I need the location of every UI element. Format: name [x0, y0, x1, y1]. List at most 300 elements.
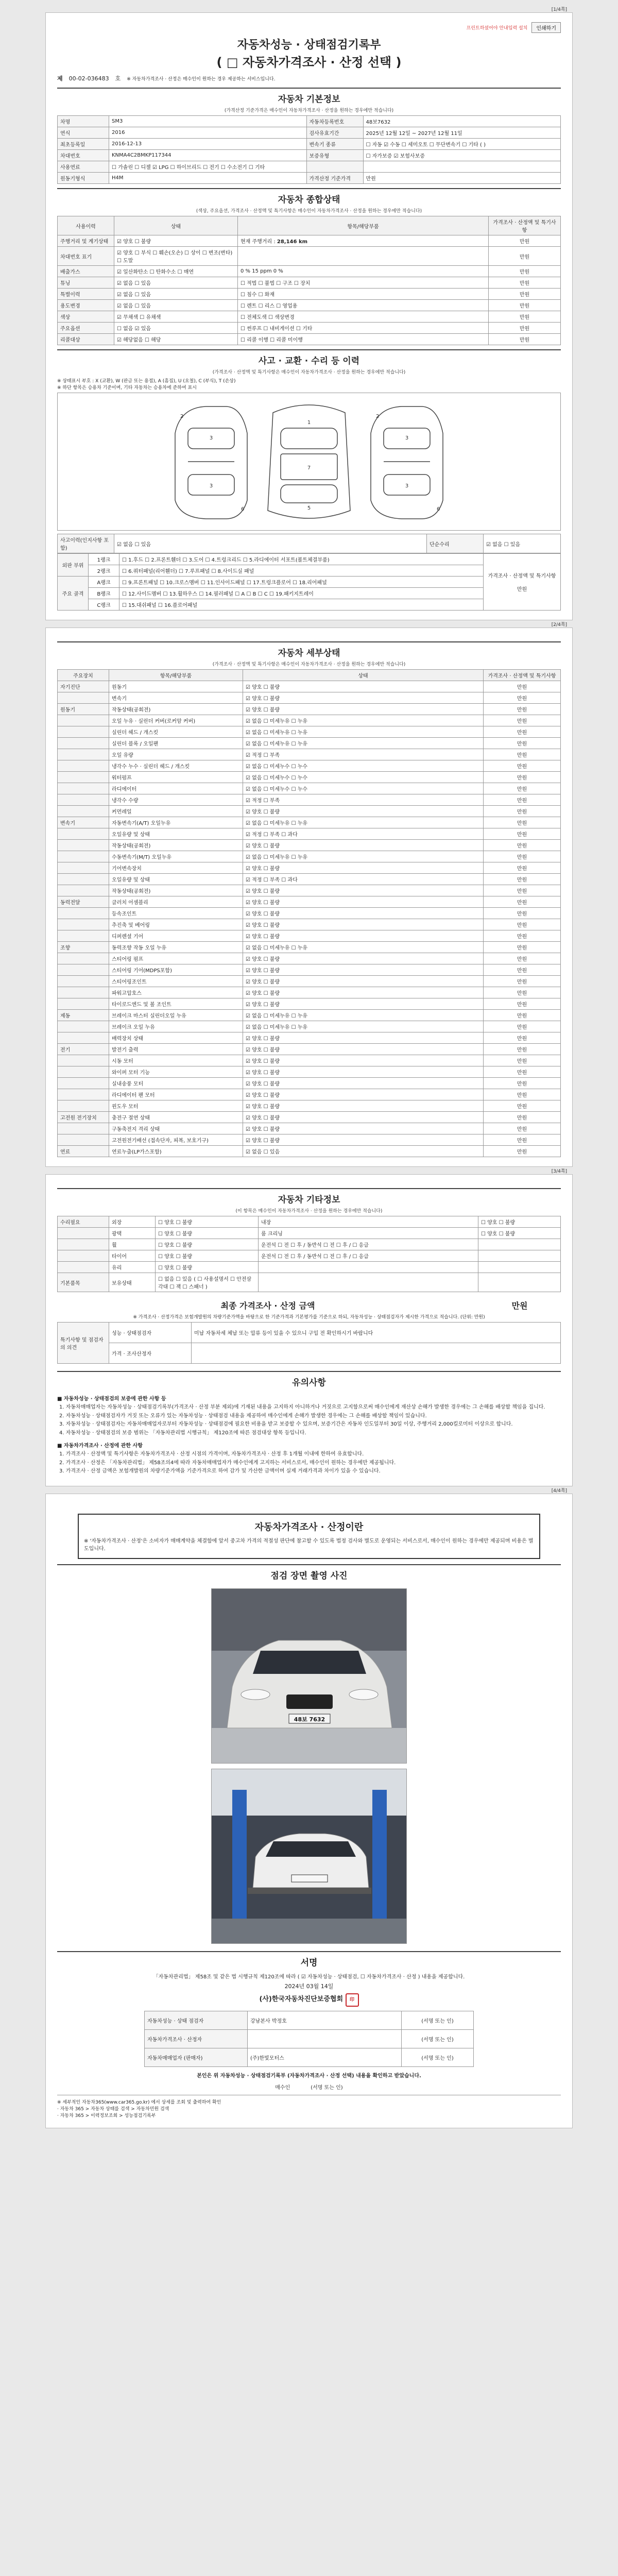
etc-cell: ☐ 양호 ☐ 불량 — [478, 1228, 561, 1239]
rankB-label: B랭크 — [89, 588, 119, 599]
etc-cell — [58, 1250, 109, 1262]
doc-no-value: 00-02-036483 — [68, 75, 109, 82]
detail-part: 냉각수 누수 · 실린더 헤드 / 개스킷 — [109, 760, 243, 772]
basic-info-title: 자동차 기본정보 — [57, 88, 561, 107]
detail-row — [58, 851, 561, 862]
detail-row — [58, 1032, 561, 1044]
detail-part: 라디에이터 — [109, 783, 243, 794]
basic-label: 보증유형 — [306, 150, 363, 161]
detail-price: 만원 — [484, 1100, 561, 1112]
overall-note: (색상, 주요옵션, 가격조사 · 산정액 및 특기사항은 매수인이 자동차가격조사 · 산정을 원하는 경우에만 적습니다) — [196, 209, 422, 214]
signature-row — [145, 2011, 474, 2029]
photo-title: 점검 장면 촬영 사진 — [57, 1564, 561, 1583]
svg-text:2: 2 — [180, 414, 184, 419]
etc-title: 자동차 기타정보 — [57, 1188, 561, 1207]
mileage-label: 현재 주행거리 — [241, 239, 272, 245]
detail-state: ☑ 양호 ☐ 불량 — [243, 862, 484, 874]
detail-part: 오일 유량 — [109, 749, 243, 760]
page-number: [1/4쪽] — [551, 7, 567, 12]
etc-cell: ☐ 양호 ☐ 불량 — [156, 1262, 259, 1273]
detail-device — [58, 760, 109, 772]
detail-device: 동력전달 — [58, 896, 109, 908]
detail-row — [58, 1055, 561, 1066]
detail-row — [58, 862, 561, 874]
print-button[interactable]: 인쇄하기 — [531, 22, 561, 33]
detail-row — [58, 715, 561, 726]
detail-price: 만원 — [484, 953, 561, 964]
etc-note: (이 항목은 매수인이 자동차가격조사 · 산정을 원하는 경우에만 적습니다) — [235, 1209, 383, 1214]
overall-parts: ☐ 전체도색 ☐ 색상변경 — [238, 311, 489, 323]
overall-row — [58, 300, 561, 311]
detail-price: 만원 — [484, 704, 561, 715]
detail-price: 만원 — [484, 726, 561, 738]
overall-row — [58, 334, 561, 345]
mileage-row — [58, 235, 561, 247]
detail-price: 만원 — [484, 998, 561, 1010]
special-sub1: 성능 · 상태점검자 — [109, 1323, 192, 1343]
detail-price: 만원 — [484, 1055, 561, 1066]
basic-label: 최초등록일 — [58, 139, 109, 150]
detail-table — [57, 669, 561, 1157]
detail-state: ☑ 없음 ☐ 미세누유 ☐ 누유 — [243, 715, 484, 726]
detail-row — [58, 1044, 561, 1055]
overall-price: 만원 — [489, 266, 561, 277]
signer-name — [248, 2029, 402, 2048]
detail-row — [58, 1146, 561, 1157]
detail-device — [58, 794, 109, 806]
detail-state: ☑ 적정 ☐ 부족 — [243, 749, 484, 760]
etc-cell — [478, 1273, 561, 1292]
overall-state: ☑ 없음 ☐ 있음 — [114, 277, 238, 289]
etc-cell — [58, 1239, 109, 1250]
plate-text: 48보 7632 — [294, 1716, 325, 1723]
detail-part: 디퍼렌셜 기어 — [109, 930, 243, 942]
detail-device — [58, 998, 109, 1010]
detail-device — [58, 862, 109, 874]
detail-state: ☑ 없음 ☐ 미세누유 ☐ 누유 — [243, 726, 484, 738]
detail-price: 만원 — [484, 919, 561, 930]
lift-car-photo — [211, 1769, 407, 1944]
detail-price: 만원 — [484, 896, 561, 908]
basic-info-table — [57, 115, 561, 184]
basic-label: 자동차등록번호 — [306, 116, 363, 127]
price-info-box — [78, 1514, 540, 1559]
detail-row — [58, 908, 561, 919]
overall-row — [58, 323, 561, 334]
accident-title: 사고 · 교환 · 수리 등 이력 — [57, 349, 561, 368]
detail-price: 만원 — [484, 885, 561, 896]
svg-text:6: 6 — [437, 506, 440, 512]
special-sub2: 가격 · 조사산정자 — [109, 1343, 192, 1364]
detail-part: 실내송풍 모터 — [109, 1078, 243, 1089]
overall-item: 특별이력 — [58, 289, 114, 300]
overall-state: ☑ 해당없음 ☐ 해당 — [114, 334, 238, 345]
detail-head-cell: 상태 — [243, 670, 484, 681]
detail-state: ☑ 없음 ☐ 있음 — [243, 1146, 484, 1157]
detail-state: ☑ 양호 ☐ 불량 — [243, 896, 484, 908]
etc-row — [58, 1228, 561, 1239]
detail-device — [58, 772, 109, 783]
overall-row — [58, 247, 561, 266]
basic-row — [58, 139, 561, 150]
detail-price: 만원 — [484, 738, 561, 749]
detail-state: ☑ 없음 ☐ 미세누수 ☐ 누수 — [243, 783, 484, 794]
detail-device — [58, 783, 109, 794]
etc-cell: ☐ 양호 ☐ 불량 — [478, 1216, 561, 1228]
detail-row — [58, 1123, 561, 1134]
sign-date: 2024년 03월 14일 — [284, 1982, 334, 1990]
basic-value: 만원 — [363, 173, 561, 184]
signer-sign: (서명 또는 인) — [402, 2011, 474, 2029]
footer-2: · 자동차 365 > 자동차 상태를 검색 > 자동차민원 검색 — [57, 2106, 169, 2112]
etc-table — [57, 1216, 561, 1292]
etc-cell: 유리 — [109, 1262, 156, 1273]
signature-row — [145, 2029, 474, 2048]
basic-label: 사용연료 — [58, 161, 109, 173]
detail-device — [58, 1021, 109, 1032]
detail-price: 만원 — [484, 1089, 561, 1100]
detail-part: 작동상태(공회전) — [109, 704, 243, 715]
detail-row — [58, 692, 561, 704]
rank-price-val: 만원 — [517, 587, 527, 592]
overall-parts: 0 % 15 ppm 0 % — [238, 266, 489, 277]
mileage-label-cell: 주행거리 및 계기상태 — [58, 235, 114, 247]
detail-price: 만원 — [484, 760, 561, 772]
signer-name: (주)한빛모터스 — [248, 2048, 402, 2066]
signer-role: 자동차성능 · 상태 점검자 — [145, 2011, 248, 2029]
detail-device — [58, 851, 109, 862]
svg-text:5: 5 — [307, 505, 311, 511]
etc-cell — [58, 1262, 109, 1273]
basic-row — [58, 161, 561, 173]
detail-device — [58, 874, 109, 885]
detail-part: 라디에이터 팬 모터 — [109, 1089, 243, 1100]
detail-price: 만원 — [484, 1021, 561, 1032]
detail-device — [58, 1134, 109, 1146]
mileage-value-cell: 현재 주행거리 : 28,146 km — [238, 235, 489, 247]
detail-state: ☑ 양호 ☐ 불량 — [243, 1055, 484, 1066]
detail-price: 만원 — [484, 692, 561, 704]
detail-device — [58, 749, 109, 760]
detail-price: 만원 — [484, 715, 561, 726]
buyer-label: 매수인 — [275, 2084, 290, 2091]
final-title: 최종 가격조사 · 산정 금액 — [220, 1301, 315, 1311]
detail-device — [58, 738, 109, 749]
caution-notes — [57, 1394, 561, 1476]
detail-row — [58, 704, 561, 715]
detail-part: 작동상태(공회전) — [109, 840, 243, 851]
detail-part: 와이퍼 모터 기능 — [109, 1066, 243, 1078]
detail-row — [58, 783, 561, 794]
detail-part: 실린더 블록 / 오일팬 — [109, 738, 243, 749]
signer-name: 강남본사 박정호 — [248, 2011, 402, 2029]
detail-row — [58, 840, 561, 851]
detail-device — [58, 1066, 109, 1078]
org-seal-icon: 印 — [346, 1993, 359, 2007]
page-2 — [45, 622, 573, 1167]
detail-state: ☑ 적정 ☐ 부족 — [243, 794, 484, 806]
doc-no-label: 제 — [57, 75, 63, 82]
overall-parts: ☐ 적법 ☐ 불법 ☐ 구조 ☐ 장치 — [238, 277, 489, 289]
caution-p5: 1. 가격조사 · 산정액 및 특기사항은 자동차가격조사 · 산정 시점의 가격이며, 자동차가격조사 · 산정 후 1개월 이내에 한하여 유효합니다. — [59, 1451, 364, 1457]
overall-item: 주요옵션 — [58, 323, 114, 334]
svg-text:6: 6 — [241, 506, 245, 512]
special-text: 미납 자동차세 체납 또는 압류 등이 있을 수 있으니 구입 전 확인하시기 바랍니다 — [192, 1323, 561, 1343]
detail-price: 만원 — [484, 964, 561, 976]
install-notice-link[interactable]: 프린트하셨어야 안내입력 설치 — [466, 26, 528, 31]
page-3 — [45, 1169, 573, 1486]
car-lift-image — [212, 1769, 407, 1944]
basic-value: 2016 — [109, 127, 307, 139]
detail-row — [58, 976, 561, 987]
etc-cell: ☐ 양호 ☐ 불량 — [156, 1228, 259, 1239]
mileage-state: ☑ 양호 ☐ 불량 — [114, 235, 238, 247]
overall-price: 만원 — [489, 311, 561, 323]
basic-row — [58, 127, 561, 139]
detail-part: 타이로드엔드 및 볼 조인트 — [109, 998, 243, 1010]
page-number: [4/4쪽] — [551, 1488, 567, 1494]
detail-price: 만원 — [484, 987, 561, 998]
mileage-price: 만원 — [489, 235, 561, 247]
etc-cell: 기본품목 — [58, 1273, 109, 1292]
detail-part: 기어변속장치 — [109, 862, 243, 874]
detail-device: 조향 — [58, 942, 109, 953]
detail-state: ☑ 양호 ☐ 불량 — [243, 1089, 484, 1100]
detail-part: 실린더 헤드 / 개스킷 — [109, 726, 243, 738]
footer-3: · 자동차 365 > 이력정보조회 > 성능점검기록부 — [57, 2113, 156, 2119]
caution-p3: 3. 자동차성능 · 상태점검자는 자동차매매업자로부터 자동차성능 · 상태점검에 필요한 비용을 받고 보증할 수 있으며, 보증기간은 자동차 인도일부터 30일 이상, 주행거리 2,000킬로미터 이상으로 합니다. — [59, 1421, 513, 1427]
svg-text:2: 2 — [376, 414, 380, 419]
detail-part: 변속기 — [109, 692, 243, 704]
detail-price: 만원 — [484, 1134, 561, 1146]
page-1 — [45, 7, 573, 620]
overall-parts: ☐ 침수 ☐ 화재 — [238, 289, 489, 300]
detail-price: 만원 — [484, 749, 561, 760]
detail-row — [58, 726, 561, 738]
rankA-items: ☐ 9.프론트패널 ☐ 10.크로스멤버 ☐ 11.인사이드패널 ☐ 17.트렁크플로어 ☐ 18.리어패널 — [119, 577, 484, 588]
detail-part: 오일유량 및 상태 — [109, 828, 243, 840]
detail-price: 만원 — [484, 862, 561, 874]
detail-price: 만원 — [484, 1146, 561, 1157]
basic-row — [58, 150, 561, 161]
overall-state: ☑ 일산화탄소 ☐ 탄화수소 ☐ 매연 — [114, 266, 238, 277]
detail-part: 브레이크 오일 누유 — [109, 1021, 243, 1032]
outer-label: 외판 부위 — [58, 554, 89, 577]
detail-part: 윈도우 모터 — [109, 1100, 243, 1112]
detail-part: 파워고압호스 — [109, 987, 243, 998]
overall-item: 색상 — [58, 311, 114, 323]
detail-state: ☑ 양호 ☐ 불량 — [243, 1078, 484, 1089]
detail-row — [58, 681, 561, 692]
page-4 — [45, 1488, 573, 2128]
etc-cell: 광택 — [109, 1228, 156, 1239]
detail-state: ☑ 없음 ☐ 미세누수 ☐ 누수 — [243, 772, 484, 783]
overall-price: 만원 — [489, 277, 561, 289]
detail-state: ☑ 없음 ☐ 미세누유 ☐ 누유 — [243, 1021, 484, 1032]
detail-row — [58, 772, 561, 783]
detail-row — [58, 1021, 561, 1032]
front-car-photo — [211, 1588, 407, 1764]
car-front-image — [212, 1589, 407, 1764]
etc-row — [58, 1216, 561, 1228]
basic-label: 연식 — [58, 127, 109, 139]
detail-state: ☑ 양호 ☐ 불량 — [243, 953, 484, 964]
detail-price: 만원 — [484, 806, 561, 817]
accident-note: (가격조사 · 산정액 및 특기사항은 매수인이 자동차가격조사 · 산정을 원하는 경우에만 적습니다) — [212, 370, 406, 375]
detail-part: 수동변속기(M/T) 오일누유 — [109, 851, 243, 862]
detail-state: ☑ 양호 ☐ 불량 — [243, 704, 484, 715]
basic-label: 가격산정 기준가격 — [306, 173, 363, 184]
detail-device — [58, 840, 109, 851]
detail-part: 클러치 어셈블리 — [109, 896, 243, 908]
detail-device: 자기진단 — [58, 681, 109, 692]
rank2-items: ☐ 6.쿼터패널(리어휀더) ☐ 7.루프패널 ☐ 8.사이드실 패널 — [119, 565, 484, 577]
accident-legend-2: ※ 하단 항목은 승용차 기준이며, 기타 자동차는 승용차에 준하여 표시 — [57, 385, 197, 391]
detail-price: 만원 — [484, 1078, 561, 1089]
detail-row — [58, 942, 561, 953]
sign-org-line — [57, 1993, 561, 2007]
detail-row — [58, 885, 561, 896]
basic-label: 원동기형식 — [58, 173, 109, 184]
caution-p7: 3. 가격조사 · 산정 금액은 보험개발원의 차량기준가액을 기준가격으로 하여 감가 및 가산한 금액이며 실제 거래가격과 차이가 있을 수 있습니다. — [59, 1468, 381, 1474]
overall-row — [58, 289, 561, 300]
detail-part: 등속조인트 — [109, 908, 243, 919]
detail-state: ☑ 없음 ☐ 미세누유 ☐ 누유 — [243, 942, 484, 953]
buyer-line — [57, 2083, 561, 2091]
overall-item: 튜닝 — [58, 277, 114, 289]
accident-table — [57, 534, 561, 553]
etc-cell: 외장 — [109, 1216, 156, 1228]
history-value: ☑ 없음 ☐ 있음 — [114, 534, 427, 553]
detail-price: 만원 — [484, 1044, 561, 1055]
detail-state: ☑ 양호 ☐ 불량 — [243, 1032, 484, 1044]
overall-price: 만원 — [489, 247, 561, 266]
detail-device — [58, 1055, 109, 1066]
etc-row — [58, 1273, 561, 1292]
overall-price: 만원 — [489, 323, 561, 334]
detail-state: ☑ 양호 ☐ 불량 — [243, 1112, 484, 1123]
rank1-items: ☐ 1.후드 ☐ 2.프론트휀더 ☐ 3.도어 ☐ 4.트렁크리드 ☐ 5.라디에이터 서포트(볼트체결부품) — [119, 554, 484, 565]
detail-device — [58, 919, 109, 930]
detail-price: 만원 — [484, 1112, 561, 1123]
detail-row — [58, 987, 561, 998]
detail-price: 만원 — [484, 840, 561, 851]
etc-cell: 휠 — [109, 1239, 156, 1250]
etc-row — [58, 1239, 561, 1250]
basic-value: SM3 — [109, 116, 307, 127]
detail-part: 원동기 — [109, 681, 243, 692]
caution-p6: 2. 가격조사 · 산정은 「자동차관리법」 제58조의4에 따라 자동차매매업자가 매수인에게 고지하는 서비스로서, 매수인이 원하는 경우에만 제공됩니다. — [59, 1460, 396, 1466]
basic-info-note: (가격산정 기준가격은 매수인이 자동차가격조사 · 산정을 원하는 경우에만 적습니다) — [224, 108, 394, 113]
detail-title: 자동차 세부상태 — [57, 641, 561, 660]
overall-state: ☐ 없음 ☑ 있음 — [114, 323, 238, 334]
basic-value: H4M — [109, 173, 307, 184]
etc-cell: 룸 크리닝 — [259, 1228, 478, 1239]
detail-device — [58, 1123, 109, 1134]
detail-price: 만원 — [484, 908, 561, 919]
basic-row — [58, 173, 561, 184]
detail-part: 작동상태(공회전) — [109, 885, 243, 896]
detail-state: ☑ 없음 ☐ 미세누유 ☐ 누유 — [243, 738, 484, 749]
caution-p2: 2. 자동차성능 · 상태점검자가 거짓 또는 오류가 있는 자동차성능 · 상태점검 내용을 제공하여 매수인에게 손해가 발생한 경우에는 그 손해를 배상할 책임이 있습니다. — [59, 1413, 427, 1419]
detail-device — [58, 1100, 109, 1112]
detail-price: 만원 — [484, 976, 561, 987]
basic-value: ☐ 가솔린 ☐ 디젤 ☑ LPG ☐ 하이브리드 ☐ 전기 ☐ 수소전기 ☐ 기타 — [109, 161, 307, 173]
etc-cell: ☐ 양호 ☐ 불량 — [156, 1216, 259, 1228]
overall-title: 자동차 종합상태 — [57, 188, 561, 207]
etc-cell — [259, 1273, 478, 1292]
caution-h2: ■ 자동차가격조사 · 산정에 관한 사항 — [57, 1443, 143, 1449]
detail-state: ☑ 양호 ☐ 불량 — [243, 1134, 484, 1146]
overall-table — [57, 216, 561, 345]
detail-row — [58, 1066, 561, 1078]
detail-state: ☑ 없음 ☐ 미세누수 ☐ 누수 — [243, 760, 484, 772]
overall-state: ☑ 양호 ☐ 부식 ☐ 훼손(오손) ☐ 상이 ☐ 변조(변타) ☐ 도말 — [114, 247, 238, 266]
detail-part: 자동변속기(A/T) 오일누유 — [109, 817, 243, 828]
basic-label — [306, 161, 363, 173]
overall-row — [58, 266, 561, 277]
detail-part: 워터펌프 — [109, 772, 243, 783]
special-table — [57, 1322, 561, 1364]
detail-part: 시동 모터 — [109, 1055, 243, 1066]
detail-row — [58, 1078, 561, 1089]
detail-state: ☑ 양호 ☐ 불량 — [243, 1123, 484, 1134]
doc-no-note: ※ 자동차가격조사 · 산정은 매수인이 원하는 경우 제공하는 서비스입니다. — [127, 76, 276, 82]
page-number: [2/4쪽] — [551, 622, 567, 628]
etc-cell: 보유상태 — [109, 1273, 156, 1292]
overall-head-cell: 상태 — [114, 216, 238, 235]
etc-cell — [478, 1262, 561, 1273]
detail-device — [58, 930, 109, 942]
detail-price: 만원 — [484, 874, 561, 885]
overall-state: ☑ 무채색 ☐ 유채색 — [114, 311, 238, 323]
final-unit: 만원 — [511, 1301, 528, 1311]
detail-device — [58, 1089, 109, 1100]
detail-device: 전기 — [58, 1044, 109, 1055]
detail-part: 스티어링 기어(MDPS포함) — [109, 964, 243, 976]
special-label: 특기사항 및 점검자의 의견 — [58, 1323, 109, 1364]
detail-part: 발전기 출력 — [109, 1044, 243, 1055]
caution-p4: 4. 자동차성능 · 상태점검의 보증 범위는 「자동차관리법 시행규칙」 제120조에 따른 점검대상 항목 등입니다. — [59, 1430, 306, 1436]
detail-row — [58, 998, 561, 1010]
detail-price: 만원 — [484, 772, 561, 783]
detail-row — [58, 964, 561, 976]
basic-label: 검사유효기간 — [306, 127, 363, 139]
detail-state: ☑ 적정 ☐ 부족 ☐ 과다 — [243, 874, 484, 885]
detail-device — [58, 885, 109, 896]
rankC-items: ☐ 15.대쉬패널 ☐ 16.플로어패널 — [119, 599, 484, 611]
detail-state: ☑ 양호 ☐ 불량 — [243, 919, 484, 930]
detail-state: ☑ 양호 ☐ 불량 — [243, 1066, 484, 1078]
car-outline-svg — [165, 397, 453, 526]
detail-part: 동력조향 작동 오일 누유 — [109, 942, 243, 953]
detail-head-cell: 항목/해당부품 — [109, 670, 243, 681]
svg-text:7: 7 — [307, 465, 311, 471]
etc-cell: 수리필요 — [58, 1216, 109, 1228]
rankA-label: A랭크 — [89, 577, 119, 588]
detail-part: 추진축 및 베어링 — [109, 919, 243, 930]
etc-row — [58, 1250, 561, 1262]
detail-row — [58, 817, 561, 828]
detail-device — [58, 908, 109, 919]
detail-part: 스티어링 펌프 — [109, 953, 243, 964]
etc-cell: ☐ 없음 ☐ 있음 ( ☐ 사용설명서 ☐ 안전삼각대 ☐ 잭 ☐ 스패너 ) — [156, 1273, 259, 1292]
detail-row — [58, 828, 561, 840]
doc-subtitle: ( □ 자동차가격조사 · 산정 선택 ) — [216, 55, 402, 70]
svg-text:1: 1 — [307, 420, 311, 426]
detail-device — [58, 953, 109, 964]
page-number: [3/4쪽] — [551, 1169, 567, 1174]
